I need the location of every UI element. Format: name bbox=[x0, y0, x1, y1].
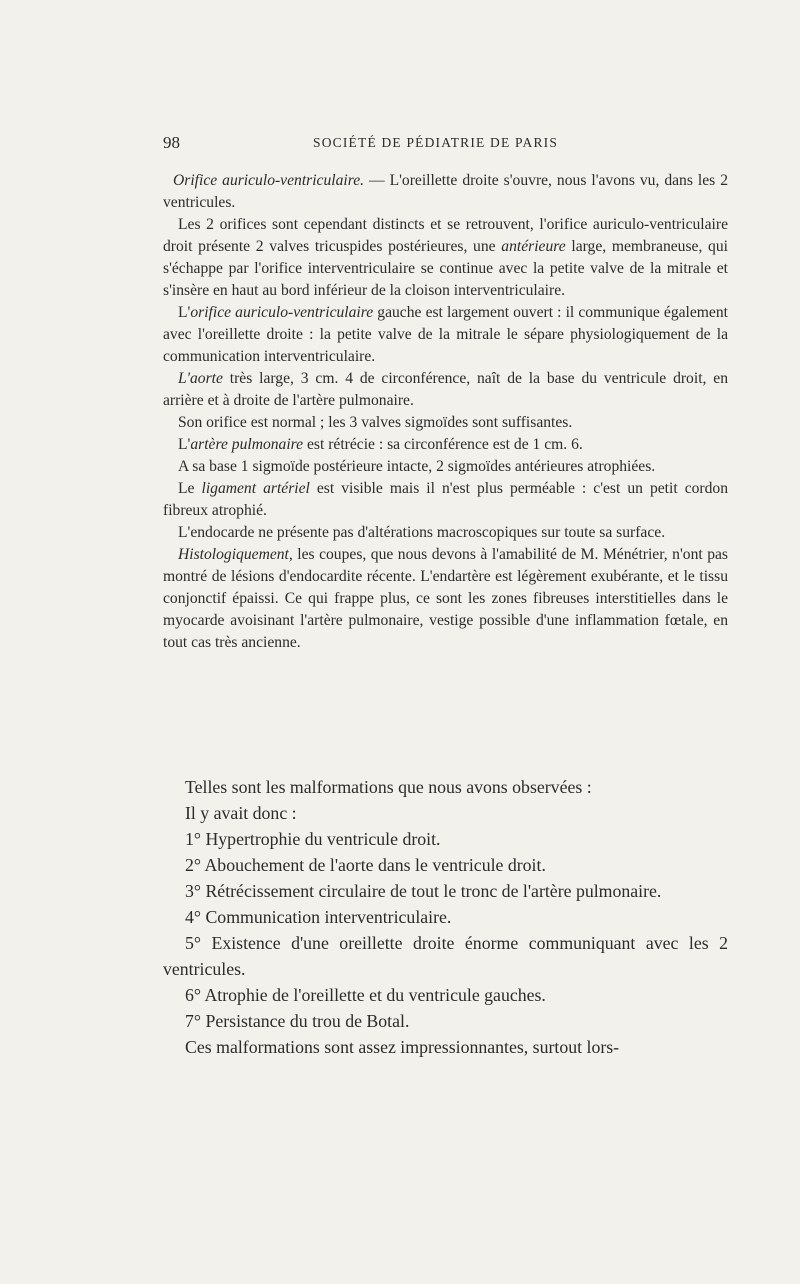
italic-term: ligament artériel bbox=[201, 480, 310, 497]
list-item: 4° Communication interventriculaire. bbox=[185, 907, 452, 927]
conclusion-section bbox=[163, 774, 728, 1060]
list-item: 3° Rétrécissement circulaire de tout le tronc de l'artère pulmonaire. bbox=[185, 881, 662, 901]
anatomy-description bbox=[163, 170, 728, 654]
list-item: 7° Persistance du trou de Botal. bbox=[185, 1011, 410, 1031]
italic-term: Orifice auriculo-ventriculaire. bbox=[173, 172, 365, 189]
paragraph-endocarde: L'endocarde ne présente pas d'altérations macroscopiques sur toute sa surface. bbox=[178, 524, 666, 541]
list-item: 6° Atrophie de l'oreillette et du ventricule gauches. bbox=[185, 985, 546, 1005]
page-number: 98 bbox=[163, 133, 180, 152]
paragraph-artere-pulmonaire: L'artère pulmonaire est rétrécie : sa circonférence est de 1 cm. 6. bbox=[178, 436, 583, 453]
list-item: 5° Existence d'une oreillette droite énorme communiquant avec les 2 ventricules. bbox=[163, 933, 728, 979]
list-item: 1° Hypertrophie du ventricule droit. bbox=[185, 829, 441, 849]
italic-term: antérieure bbox=[501, 238, 566, 255]
paragraph-orifice-auriculo-ventriculaire: Orifice auriculo-ventriculaire. — L'oreillette droite s'ouvre, nous l'avons vu, dans les 2 ventricules. bbox=[163, 172, 728, 211]
paragraph-ligament: Le ligament artériel est visible mais il n'est plus perméable : c'est un petit cordon fibreux atrophié. bbox=[163, 480, 728, 519]
conclusion-intro: Telles sont les malformations que nous avons observées : bbox=[185, 777, 592, 797]
closing-sentence: Ces malformations sont assez impressionnantes, surtout lors- bbox=[185, 1037, 620, 1057]
italic-term: Histologiquement, bbox=[178, 546, 293, 563]
italic-term: L'aorte bbox=[178, 370, 223, 387]
list-item: 2° Abouchement de l'aorte dans le ventricule droit. bbox=[185, 855, 546, 875]
italic-term: artère pulmonaire bbox=[190, 436, 304, 453]
italic-term: orifice auriculo-ventriculaire bbox=[190, 304, 374, 321]
paragraph-orifices: Les 2 orifices sont cependant distincts et se retrouvent, l'orifice auriculo-ventriculaire droit présente 2 valves tricuspides postérieures, une antérieure large, membraneuse, qui s'échappe par l'orifice interventriculaire se continue avec la petite valve de la mitrale et s'insère en haut au bord inférieur de la cloison interventriculaire. bbox=[163, 216, 728, 299]
paragraph-orifice-aortique: Son orifice est normal ; les 3 valves sigmoïdes sont suffisantes. bbox=[178, 414, 573, 431]
conclusion-intro-2: Il y avait donc : bbox=[185, 803, 297, 823]
page-header bbox=[163, 133, 728, 155]
running-title: SOCIÉTÉ DE PÉDIATRIE DE PARIS bbox=[313, 135, 559, 150]
paragraph-aorte: L'aorte très large, 3 cm. 4 de circonférence, naît de la base du ventricule droit, en arrière et à droite de l'artère pulmonaire. bbox=[163, 370, 728, 409]
paragraph-histologie: Histologiquement, les coupes, que nous devons à l'amabilité de M. Ménétrier, n'ont pas montré de lésions d'endocardite récente. L'endartère est légèrement exubérante, et le tissu conjonctif épaissi. Ce qui frappe plus, ce sont les zones fibreuses interstitielles dans le myocarde avoisinant l'artère pulmonaire, vestige possible d'une inflammation fœtale, en tout cas très ancienne. bbox=[163, 546, 728, 651]
paragraph-orifice-gauche: L'orifice auriculo-ventriculaire gauche est largement ouvert : il communique également avec l'oreillette droite : la petite valve de la mitrale le sépare physiologiquement de la communication interventriculaire. bbox=[163, 304, 728, 365]
paragraph-sigmoides: A sa base 1 sigmoïde postérieure intacte, 2 sigmoïdes antérieures atrophiées. bbox=[178, 458, 656, 475]
